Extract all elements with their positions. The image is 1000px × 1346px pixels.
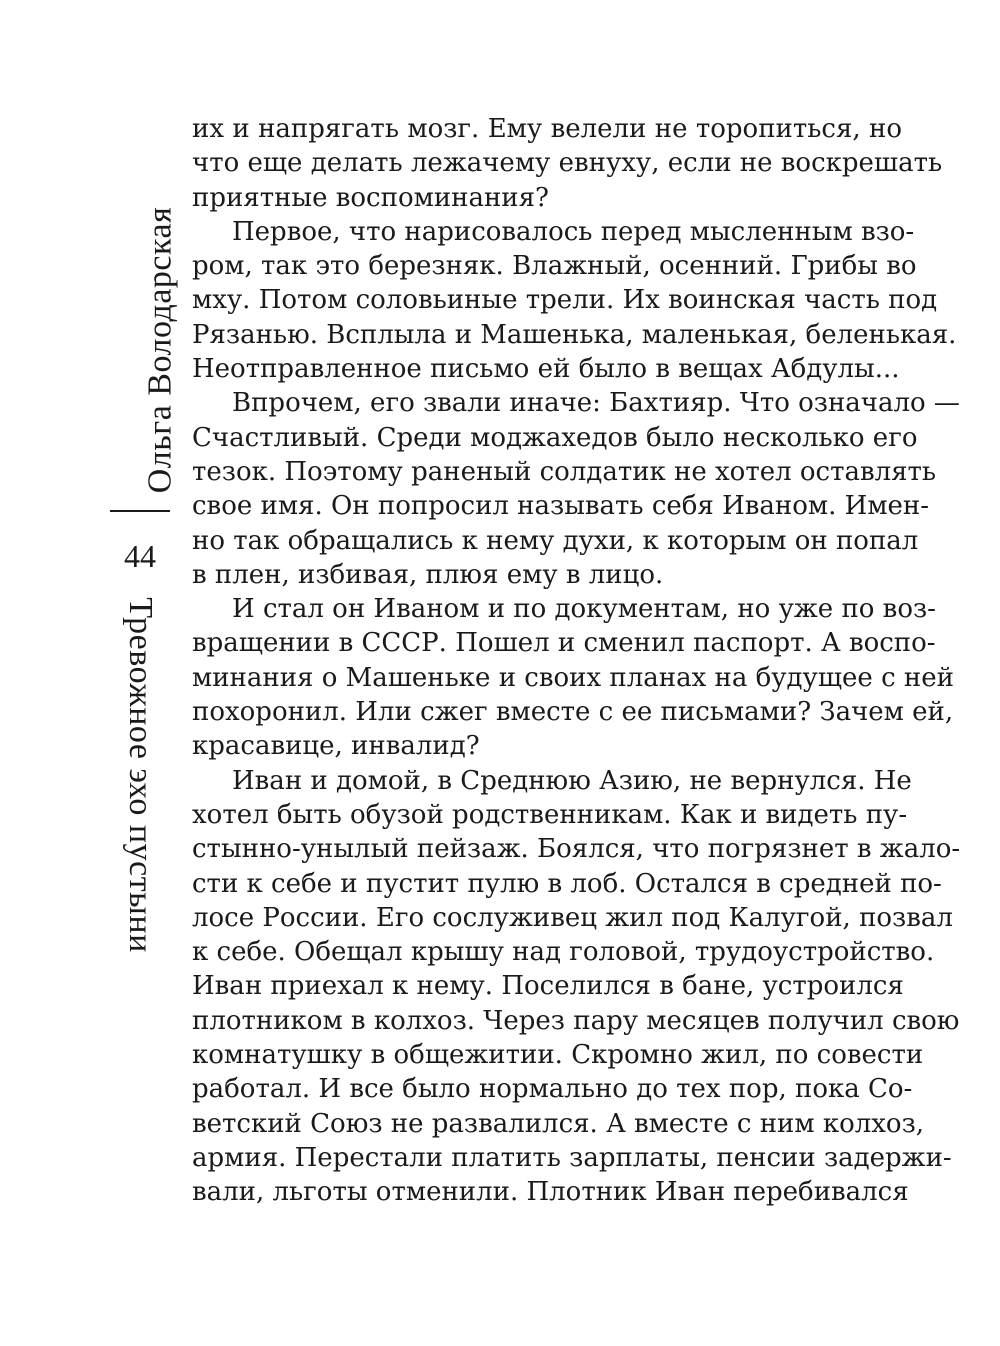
text-line: минания о Машеньке и своих планах на будущее с ней	[192, 662, 954, 693]
text-line: Впрочем, его звали иначе: Бахтияр. Что означало —	[232, 388, 960, 419]
text-line: в плен, избивая, плюя ему в лицо.	[192, 559, 664, 590]
author-name-text: Ольга Володарская	[141, 206, 178, 494]
text-line: приятные воспоминания?	[192, 182, 549, 213]
text-line: Иван и домой, в Среднюю Азию, не вернулся. Не	[232, 765, 912, 796]
page-number: 44	[124, 538, 156, 574]
text-line: к себе. Обещал крышу над головой, трудоустройство.	[192, 937, 935, 968]
body-text	[192, 112, 961, 1210]
text-line: их и напрягать мозг. Ему велели не торопиться, но	[192, 114, 902, 144]
text-line: хотел быть обузой родственникам. Как и видеть пу-	[192, 799, 908, 830]
text-line: сти к себе и пустит пулю в лоб. Остался в средней по-	[192, 868, 942, 899]
text-line: стынно-унылый пейзаж. Боялся, что погрязнет в жало-	[192, 834, 961, 865]
text-line: вращении в СССР. Пошел и сменил паспорт. А воспо-	[192, 628, 936, 659]
text-line: Первое, что нарисовалось перед мысленным взо-	[232, 216, 915, 247]
text-line: но так обращались к нему духи, к которым он попал	[192, 525, 919, 556]
text-line: ветский Союз не развалился. А вместе с ним колхоз,	[192, 1108, 925, 1139]
book-title-text: Тревожное эхо пустыни	[122, 597, 159, 953]
text-line: работал. И все было нормально до тех пор, пока Со-	[192, 1074, 913, 1105]
text-line: И стал он Иваном и по документам, но уже по воз-	[232, 594, 936, 625]
text-line: Неотправленное письмо ей было в вещах Абдулы...	[192, 354, 900, 385]
text-line: лосе России. Его сослуживец жил под Калугой, позвал	[192, 902, 953, 933]
text-line: Иван приехал к нему. Поселился в бане, устроился	[192, 971, 904, 1002]
text-line: Счастливый. Среди моджахедов было несколько его	[192, 422, 918, 453]
text-line: мху. Потом соловьиные трели. Их воинская часть под	[192, 285, 938, 316]
text-line: ром, так это березняк. Влажный, осенний. Грибы во	[192, 251, 917, 282]
running-head-divider	[110, 510, 170, 512]
text-line: тезок. Поэтому раненый солдатик не хотел оставлять	[192, 456, 937, 487]
text-line: вали, льготы отменили. Плотник Иван перебивался	[192, 1177, 909, 1208]
text-line: похоронил. Или сжег вместе с ее письмами? Зачем ей,	[192, 697, 954, 728]
text-line: армия. Перестали платить зарплаты, пенсии задержи-	[192, 1142, 952, 1173]
text-line: свое имя. Он попросил называть себя Иваном. Имен-	[192, 491, 930, 522]
text-line: плотником в колхоз. Через пару месяцев получил свою	[192, 1005, 960, 1036]
book-title	[110, 597, 170, 953]
text-line: Рязанью. Всплыла и Машенька, маленькая, беленькая.	[192, 319, 957, 350]
text-line: комнатушку в общежитии. Скромно жил, по совести	[192, 1040, 924, 1071]
text-line: что еще делать лежачему евнуху, если не воскрешать	[192, 148, 943, 179]
text-line: красавице, инвалид?	[192, 731, 480, 762]
